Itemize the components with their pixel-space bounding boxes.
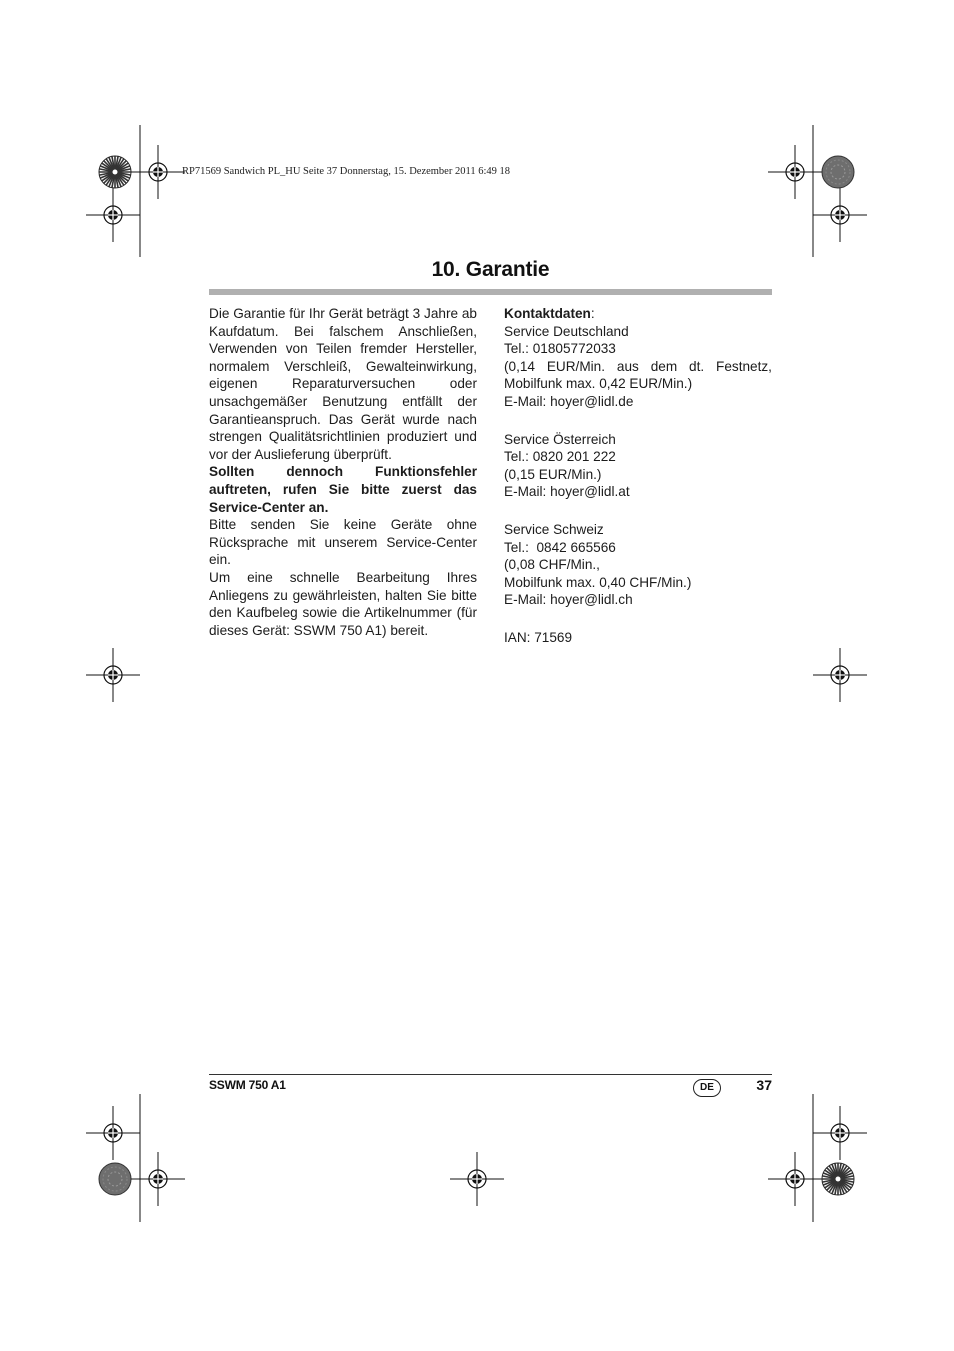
service-switzerland-email: E-Mail: hoyer@lidl.ch [504,592,633,608]
service-austria-name: Service Österreich [504,431,616,447]
language-badge: DE [693,1079,721,1097]
service-austria-email: E-Mail: hoyer@lidl.at [504,484,630,500]
ian-number: IAN: 71569 [504,629,573,645]
page-number: 37 [756,1077,772,1093]
service-germany-rate: (0,14 EUR/Min. aus dem dt. Festnetz, [504,358,772,374]
service-germany-email: E-Mail: hoyer@lidl.de [504,393,634,409]
return-notice: Bitte senden Sie keine Geräte ohne Rücksprache mit unserem Service-Center ein. [209,517,477,568]
section-title: 10. Garantie [431,258,550,281]
print-slug-line: RP71569 Sandwich PL_HU Seite 37 Donnerstag, 15. Dezember 2011 6:49 18 [182,166,510,177]
service-austria-tel: Tel.: 0820 201 222 [504,449,616,465]
footer-rule [209,1074,772,1075]
service-germany-mobile: Mobilfunk max. 0,42 EUR/Min.) [504,376,693,392]
service-center-notice: Sollten dennoch Funktionsfehler auftreten, rufen Sie bitte zuerst das Service-Center an. [209,464,477,515]
contact-column [504,305,772,647]
title-underline-bar [209,289,772,295]
warranty-text-column [209,305,477,639]
service-germany-name: Service Deutschland [504,323,629,339]
service-switzerland-rate: (0,08 CHF/Min., [504,557,600,573]
warranty-paragraph: Die Garantie für Ihr Gerät beträgt 3 Jahre ab Kaufdatum. Bei falschem Anschließen, Verwenden von Teilen fremder Hersteller, normalem Verschleiß, Gewalteinwirkung, eigenen Reparaturversuchen oder unsachgemäßer Benutzung entfällt der Garantieanspruch. Das Gerät wurde nach strengen Qualitätsrichtlinien produziert und vor der Auslieferung überprüft. [209,306,477,462]
service-germany-tel: Tel.: 01805772033 [504,341,616,357]
contact-heading: Kontaktdaten: [504,306,595,321]
service-switzerland-tel: Tel.: 0842 665566 [504,539,616,555]
service-austria-rate: (0,15 EUR/Min.) [504,466,602,482]
service-switzerland-mobile: Mobilfunk max. 0,40 CHF/Min.) [504,574,692,590]
service-switzerland-name: Service Schweiz [504,521,604,537]
receipt-notice: Um eine schnelle Bearbeitung Ihres Anliegens zu gewährleisten, halten Sie bitte den Kaufbeleg sowie die Artikelnummer (für dieses Gerät: SSWM 750 A1) bereit. [209,569,477,638]
footer-model-name: SSWM 750 A1 [209,1078,286,1092]
